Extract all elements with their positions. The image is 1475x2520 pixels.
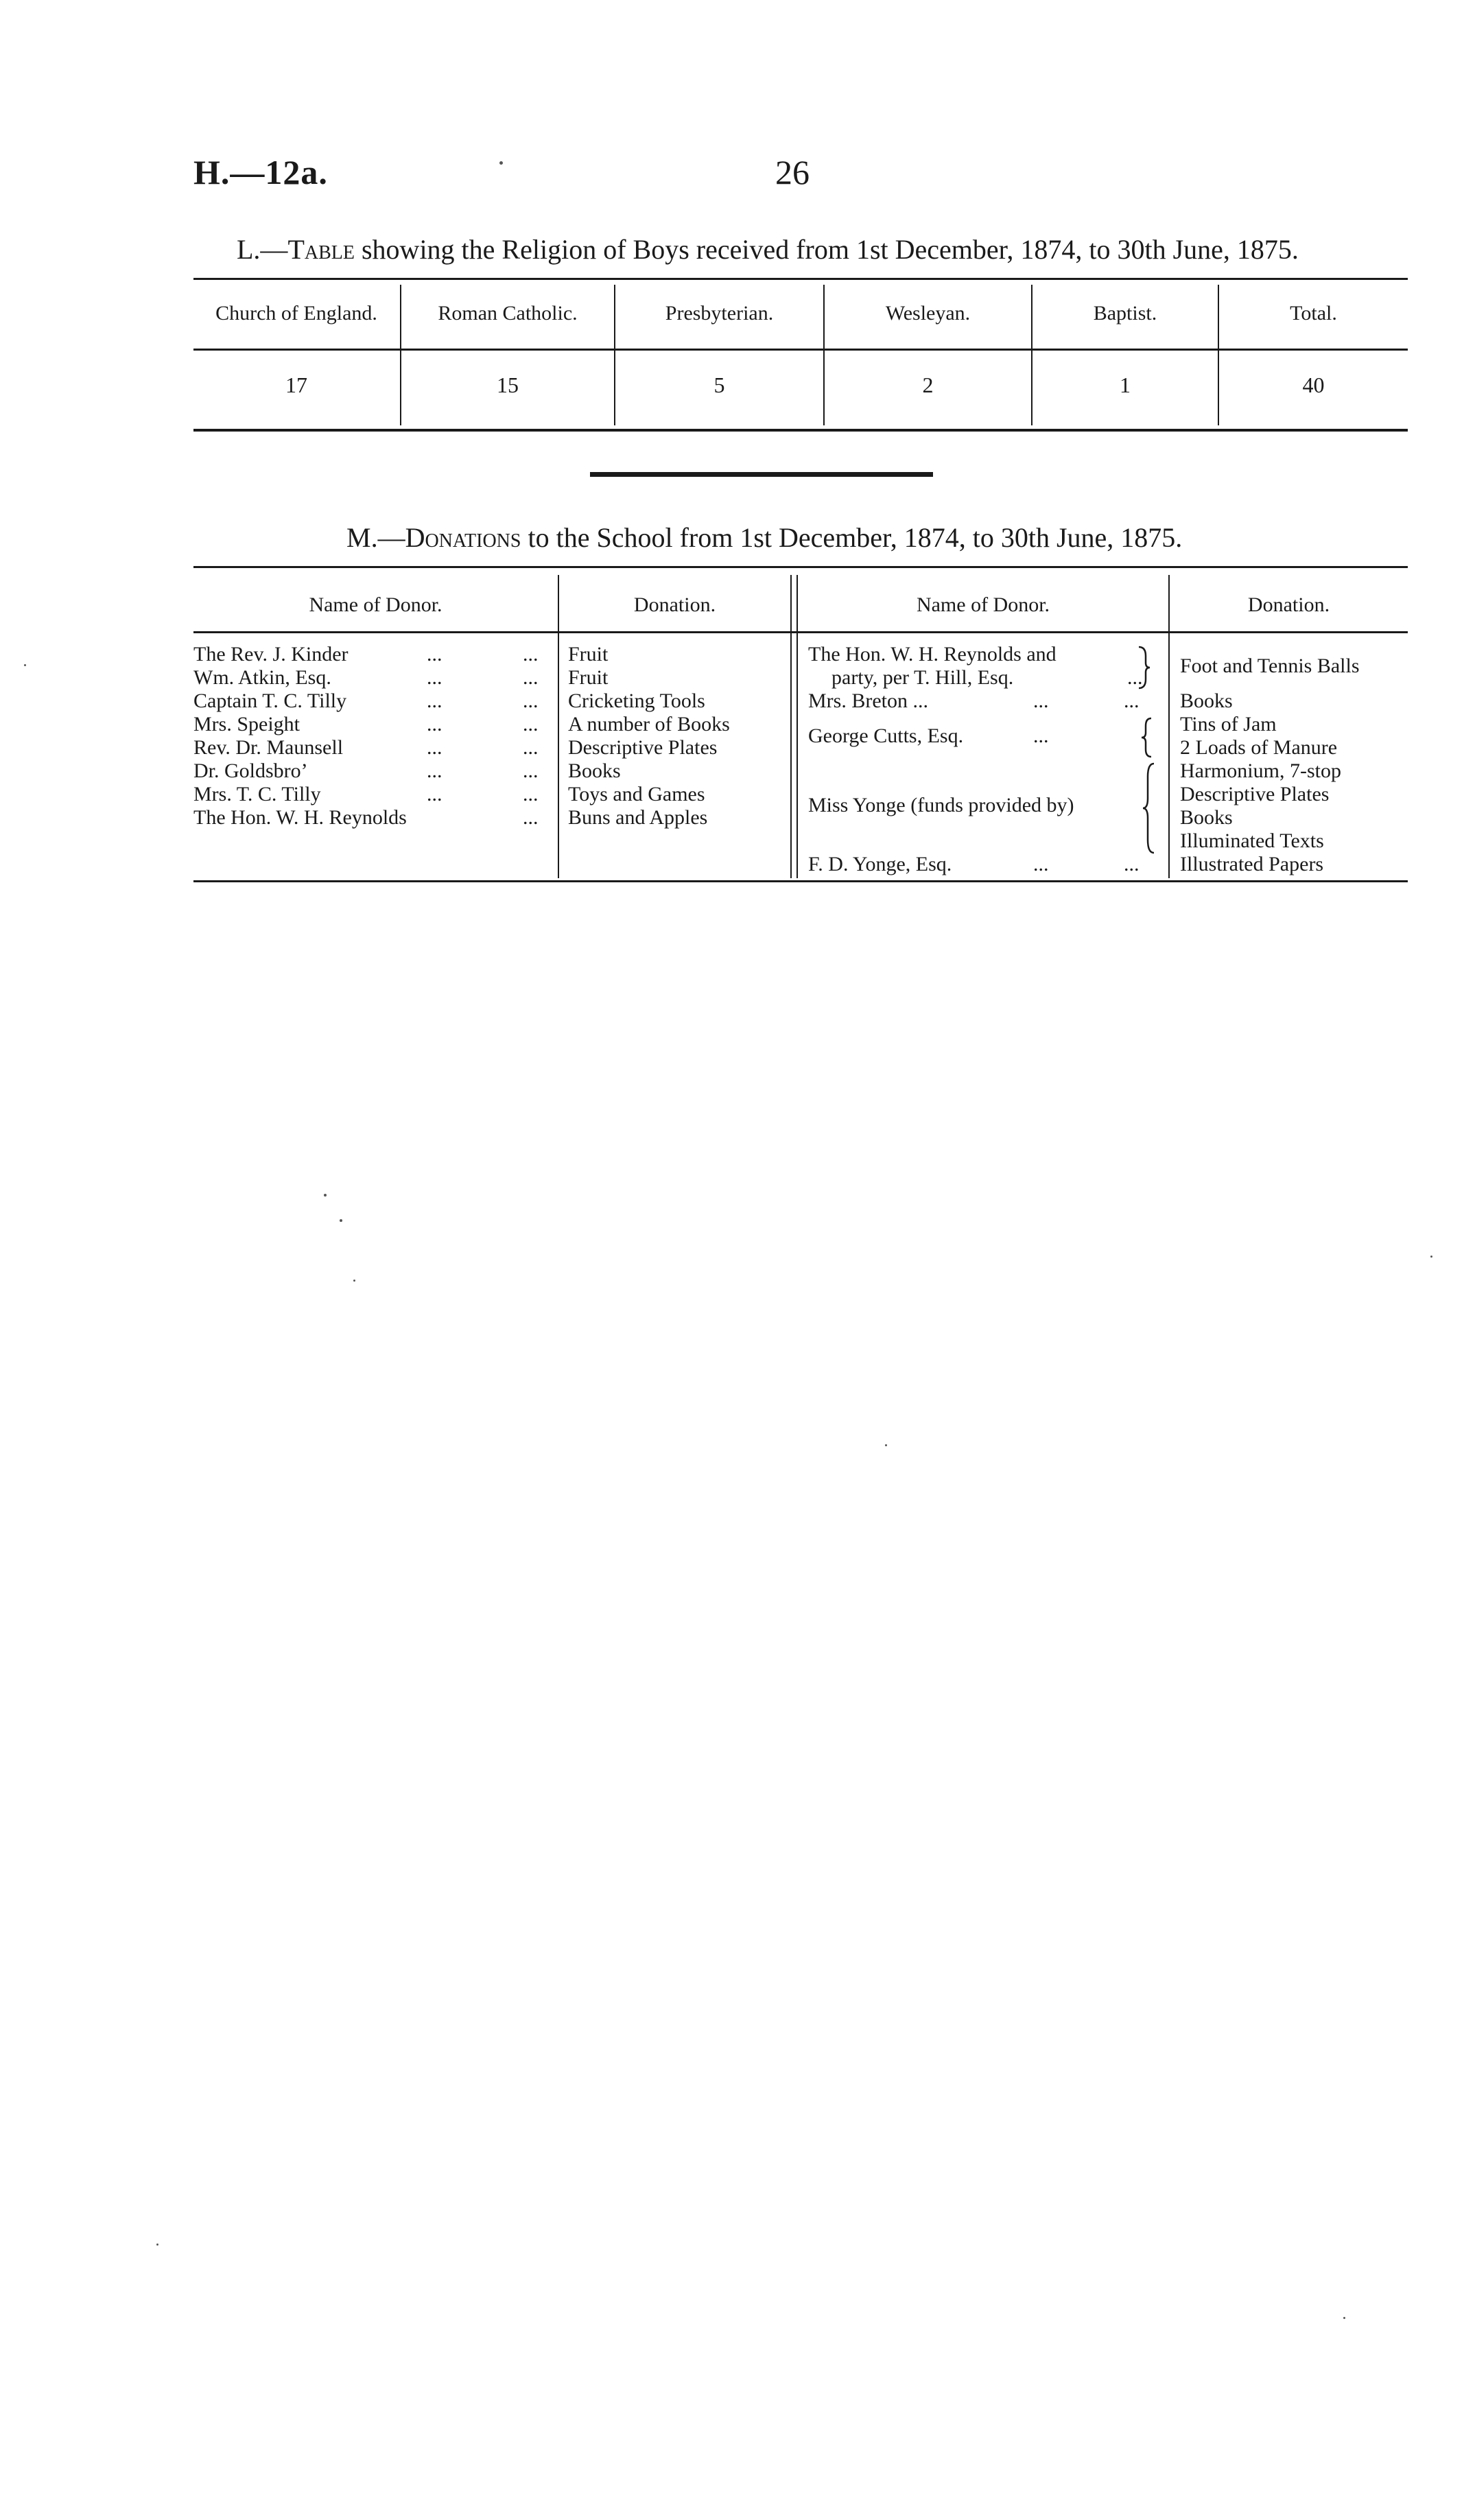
page-number: 26 xyxy=(775,153,810,191)
table-l-top-rule xyxy=(193,278,1408,280)
leader-dots: ... xyxy=(1033,690,1049,712)
leader-dots: ... xyxy=(523,713,539,735)
donor-name: Wm. Atkin, Esq. xyxy=(193,666,331,689)
table-m-caption-prefix: M.— xyxy=(346,522,405,553)
donor-name: Mrs. Speight xyxy=(193,713,300,735)
brace-reynolds xyxy=(1136,645,1153,690)
donor-name: Mrs. T. C. Tilly xyxy=(193,783,321,805)
leader-dots: ... xyxy=(523,643,539,666)
ink-speck xyxy=(340,1219,342,1222)
table-m-caption-text: to the School from 1st December, 1874, to 30th June, 1875. xyxy=(521,522,1183,553)
header-name-of-donor-left: Name of Donor. xyxy=(309,593,442,616)
leader-dots xyxy=(427,806,442,829)
donation-item: Books xyxy=(1180,806,1233,829)
leader-dots: ... xyxy=(427,759,442,782)
donor-name: The Hon. W. H. Reynolds and xyxy=(808,643,1057,666)
donation-item: Foot and Tennis Balls xyxy=(1180,655,1360,677)
table-l-header-rule xyxy=(193,349,1408,351)
column-header-church-of-england: Church of England. xyxy=(215,302,377,325)
donation-item: A number of Books xyxy=(568,713,730,735)
table-m-caption xyxy=(346,521,1182,554)
left-donation-list xyxy=(568,643,730,829)
leader-dots: ... xyxy=(523,759,539,782)
leader-dots: ... xyxy=(427,666,442,689)
table-m-divider xyxy=(1168,575,1170,878)
column-header-wesleyan: Wesleyan. xyxy=(885,302,971,325)
table-l-caption xyxy=(237,233,1299,266)
leader-dots: ... xyxy=(427,690,442,712)
donor-name: F. D. Yonge, Esq. xyxy=(808,853,952,875)
table-m-caption-smallcaps: Donations xyxy=(405,522,521,553)
donation-item: Buns and Apples xyxy=(568,806,708,829)
table-l-caption-text: showing the Religion of Boys received from 1st December, 1874, to 30th June, 1875. xyxy=(354,234,1299,265)
donor-name: Mrs. Breton ... xyxy=(808,690,928,712)
series-reference: H.—12a. xyxy=(193,153,328,191)
value-total: 40 xyxy=(1302,373,1325,397)
table-m-header-rule xyxy=(193,631,1408,633)
donation-item: Fruit xyxy=(568,666,609,689)
leader-dots: ... xyxy=(1033,725,1049,747)
leader-dots: ... xyxy=(523,690,539,712)
column-header-roman-catholic: Roman Catholic. xyxy=(438,302,578,325)
leader-dots: ... xyxy=(523,736,539,759)
ink-speck xyxy=(1430,1256,1432,1258)
ink-speck xyxy=(24,664,26,666)
value-church-of-england: 17 xyxy=(285,373,307,397)
leader-dots-column-b xyxy=(523,643,539,829)
ink-speck xyxy=(499,161,503,165)
donation-item: Descriptive Plates xyxy=(1180,783,1330,805)
leader-dots: ... xyxy=(1033,853,1049,875)
leader-dots: ... xyxy=(427,643,442,666)
donation-item: Toys and Games xyxy=(568,783,705,805)
ink-speck xyxy=(885,1444,887,1446)
donation-item: Descriptive Plates xyxy=(568,736,718,759)
table-m-bottom-rule xyxy=(193,880,1408,882)
donor-name: George Cutts, Esq. xyxy=(808,725,964,747)
table-m-double-divider xyxy=(790,575,792,878)
donor-name: Dr. Goldsbro’ xyxy=(193,759,308,782)
value-roman-catholic: 15 xyxy=(497,373,519,397)
donation-item: Fruit xyxy=(568,643,609,666)
leader-dots: ... xyxy=(1124,690,1140,712)
leader-dots: ... xyxy=(1124,853,1140,875)
table-m-top-rule xyxy=(193,566,1408,568)
donor-name: The Hon. W. H. Reynolds xyxy=(193,806,407,829)
table-l-caption-smallcaps: Table xyxy=(287,234,355,265)
section-separator xyxy=(590,472,933,477)
value-wesleyan: 2 xyxy=(922,373,934,397)
donation-item: Harmonium, 7-stop xyxy=(1180,759,1341,782)
table-l-caption-prefix: L.— xyxy=(237,234,288,265)
donation-item: Cricketing Tools xyxy=(568,690,705,712)
ink-speck xyxy=(1343,2317,1345,2319)
donation-item: Books xyxy=(1180,690,1233,712)
leader-dots: ... xyxy=(427,736,442,759)
brace-cutts xyxy=(1140,716,1154,759)
donor-name: Captain T. C. Tilly xyxy=(193,690,347,712)
header-name-of-donor-right: Name of Donor. xyxy=(916,593,1050,616)
ink-speck xyxy=(353,1280,355,1282)
donor-name: Miss Yonge (funds provided by) xyxy=(808,794,1074,816)
leader-dots-column-a xyxy=(427,643,442,829)
left-donor-list xyxy=(193,643,407,829)
brace-yonge xyxy=(1142,762,1157,855)
donation-item: 2 Loads of Manure xyxy=(1180,736,1338,759)
header-donation-right: Donation. xyxy=(1247,593,1330,616)
header-donation-left: Donation. xyxy=(633,593,716,616)
table-m-double-divider xyxy=(796,575,798,878)
donation-item: Illuminated Texts xyxy=(1180,829,1324,852)
leader-dots: ... xyxy=(427,783,442,805)
donor-name: Rev. Dr. Maunsell xyxy=(193,736,344,759)
column-header-presbyterian: Presbyterian. xyxy=(665,302,774,325)
column-header-total: Total. xyxy=(1290,302,1337,325)
donor-name-continuation: party, per T. Hill, Esq. xyxy=(831,666,1014,689)
donor-name: The Rev. J. Kinder xyxy=(193,643,349,666)
leader-dots: ... xyxy=(523,806,539,829)
column-header-baptist: Baptist. xyxy=(1093,302,1157,325)
leader-dots: ... xyxy=(523,783,539,805)
leader-dots: ... xyxy=(427,713,442,735)
leader-dots: ... xyxy=(1127,666,1143,689)
donation-item: Illustrated Papers xyxy=(1180,853,1324,875)
value-presbyterian: 5 xyxy=(713,373,725,397)
value-baptist: 1 xyxy=(1120,373,1131,397)
donation-item: Books xyxy=(568,759,621,782)
donation-item: Tins of Jam xyxy=(1180,713,1277,735)
ink-speck xyxy=(324,1194,327,1197)
leader-dots: ... xyxy=(523,666,539,689)
ink-speck xyxy=(156,2244,158,2246)
table-m-divider xyxy=(558,575,559,878)
table-l-bottom-rule xyxy=(193,429,1408,432)
